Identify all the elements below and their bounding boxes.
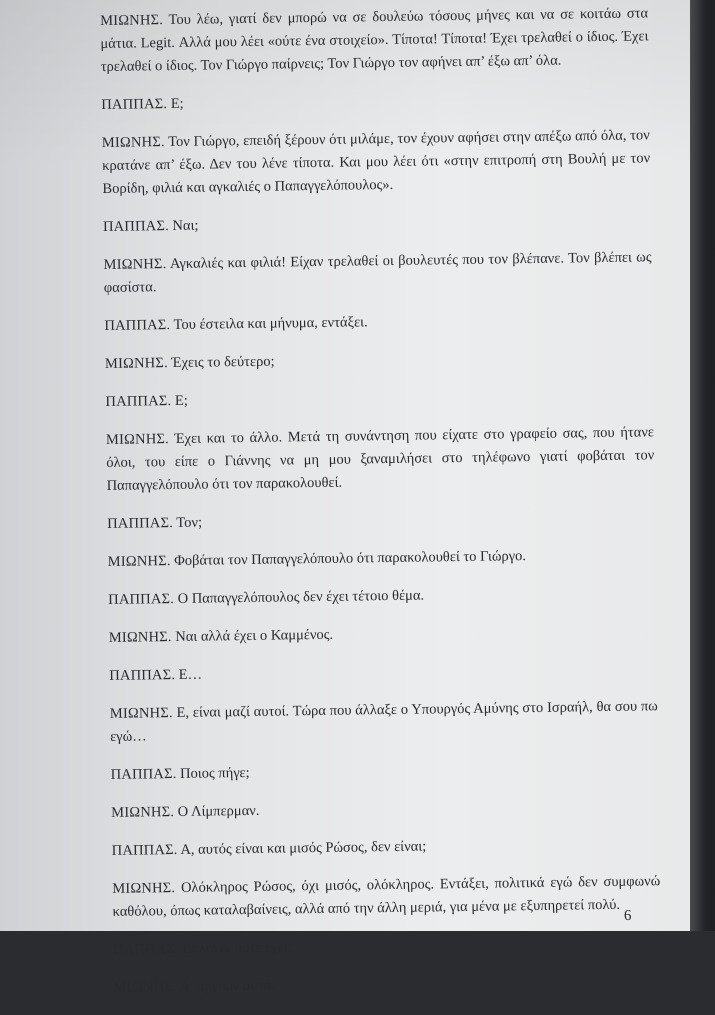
dialogue-paragraph: [109, 657, 657, 688]
speaker-name: ΠΑΠΠΑΣ.: [111, 841, 178, 859]
dialogue-text: Τον;: [176, 514, 203, 531]
speaker-name: ΜΙΩΝΗΣ.: [109, 705, 173, 722]
speaker-name: ΠΑΠΠΑΣ.: [101, 96, 168, 113]
speaker-name: ΜΙΩΝΗΣ.: [103, 256, 167, 273]
dialogue-text: Φοβάται τον Παπαγγελόπουλο ότι παρακολουθεί το Γιώργο.: [174, 548, 527, 570]
dialogue-text: Του λέω, γιατί δεν μπορώ να σε δουλεύω τόσους μήνες και να σε κοιτάω στα μάτια. Legit. Αλλά μου λέει «ούτε ένα στοιχείο». Τίποτα! Τίποτα! Έχει τρελαθεί ο ίδιος. Έχει τρελαθεί ο ίδιος. Τον Γιώργο παίρνεις; Τον Γιώργο τον αφήνει απ’ έξω απ’ όλα.: [100, 5, 649, 75]
dialogue-paragraph: [108, 543, 656, 574]
speaker-name: ΜΙΩΝΗΣ.: [112, 880, 176, 897]
dialogue-text: Ναι;: [172, 217, 199, 235]
transcript-body: [100, 2, 662, 1015]
dialogue-text: Ε…: [178, 666, 203, 683]
speaker-name: ΜΙΩΝΗΣ.: [108, 629, 172, 646]
speaker-name: ΠΑΠΠΑΣ.: [102, 218, 169, 235]
speaker-name: ΠΑΠΠΑΣ.: [105, 393, 172, 410]
dialogue-paragraph: [114, 969, 662, 1000]
dialogue-text: Τον Γιώργο, επειδή ξέρουν ότι μιλάμε, τον έχουν αφήσει στην απέξω από όλα, τον κρατάνε απ’ έξω. Δεν του λένε τίποτα. Και μου λέει ότι «στην επιτροπή στη Βουλή με τον Βορίδη, φιλιά και αγκαλιές ο Παπαγγελόπουλος».: [102, 127, 651, 197]
speaker-name: ΜΙΩΝΗΣ.: [105, 431, 170, 448]
speaker-name: ΠΑΠΠΑΣ.: [108, 591, 175, 608]
speaker-name: ΠΑΠΠΑΣ.: [109, 667, 176, 684]
dialogue-text: Ποιος πήγε;: [180, 764, 250, 782]
dialogue-paragraph: [108, 581, 656, 612]
dialogue-text: Ολόκληρος Ρώσος, όχι μισός, ολόκληρος. Εντάξει, πολιτικά εγώ δεν συμφωνώ καθόλου, όπως καταλαβαίνεις, αλλά από την άλλη μεριά, για μένα με εξυπηρετεί πολύ.: [112, 873, 661, 920]
dialogue-text: Ε;: [174, 392, 188, 409]
speaker-name: ΜΙΩΝΗΣ.: [101, 134, 165, 151]
speaker-name: ΠΑΠΠΑΣ.: [110, 766, 177, 783]
dialogue-text: Ναι αλλά έχει ο Καμμένος.: [175, 626, 334, 646]
speaker-name: ΠΑΠΠΑΣ.: [113, 940, 180, 958]
dialogue-paragraph: [105, 345, 653, 376]
speaker-name: ΜΙΩΝΗΣ.: [113, 979, 177, 996]
dialogue-paragraph: [103, 208, 651, 239]
dialogue-paragraph: [111, 756, 659, 787]
dialogue-text: Ε;: [170, 95, 184, 113]
dialogue-text: Ο Λίμπερμαν.: [177, 802, 260, 820]
dialogue-paragraph: [107, 505, 655, 536]
dialogue-text: Ε, είναι μαζί αυτοί. Τώρα που άλλαξε ο Υπουργός Αμύνης στο Ισραήλ, θα σου πω εγώ…: [110, 698, 658, 745]
speaker-name: ΜΙΩΝΗΣ.: [107, 553, 171, 570]
dialogue-text: Του έστειλα και μήνυμα, εντάξει.: [173, 314, 368, 334]
dialogue-paragraph: [111, 794, 659, 825]
speaker-name: ΠΑΠΠΑΣ.: [104, 317, 171, 334]
dialogue-paragraph: [112, 870, 661, 924]
dialogue-paragraph: [101, 86, 649, 117]
dialogue-text: Έχει και το άλλο. Μετά τη συνάντηση που είχατε στο γραφείο σας, που ήτανε όλοι, του είπε ο Γιάννης να μη μου ξαναμιλήσει στο τηλέφωνο γιατί φοβάται τον Παπαγγελόπουλο ότι τον παρακολουθεί.: [106, 424, 655, 494]
dialogue-text: Ο Παπαγγελόπουλος δεν έχει τέτοιο θέμα.: [177, 587, 425, 607]
dialogue-paragraph: [112, 832, 660, 863]
dialogue-text: Έχεις το δεύτερο;: [171, 353, 275, 372]
dialogue-paragraph: [104, 307, 652, 338]
dialogue-text: Α, αυτός είναι και μισός Ρώσος, δεν είναι;: [180, 838, 427, 858]
speaker-name: ΜΙΩΝΗΣ.: [111, 804, 175, 821]
speaker-name: ΠΑΠΠΑΣ.: [107, 515, 174, 532]
dialogue-paragraph: [113, 931, 661, 962]
dialogue-paragraph: [103, 246, 652, 300]
dialogue-text: Εκλογές πότε έχει;: [182, 939, 292, 957]
speaker-name: ΜΙΩΝΗΣ.: [100, 12, 164, 29]
dialogue-paragraph: [102, 124, 651, 201]
page-number: 6: [623, 907, 632, 925]
page-edge-shadow: [690, 0, 715, 931]
dialogue-paragraph: [105, 383, 653, 414]
dialogue-text: Α, αργούν αυτά.: [179, 977, 275, 995]
speaker-name: ΜΙΩΝΗΣ.: [104, 355, 168, 372]
dialogue-paragraph: [100, 2, 649, 79]
dialogue-text: Αγκαλιές και φιλιά! Είχαν τρελαθεί οι βουλευτές που τον βλέπανε. Τον βλέπει ως φασίστα.: [103, 249, 652, 296]
dialogue-paragraph: [110, 695, 659, 749]
dialogue-paragraph: [109, 619, 657, 650]
dialogue-paragraph: [106, 421, 655, 498]
